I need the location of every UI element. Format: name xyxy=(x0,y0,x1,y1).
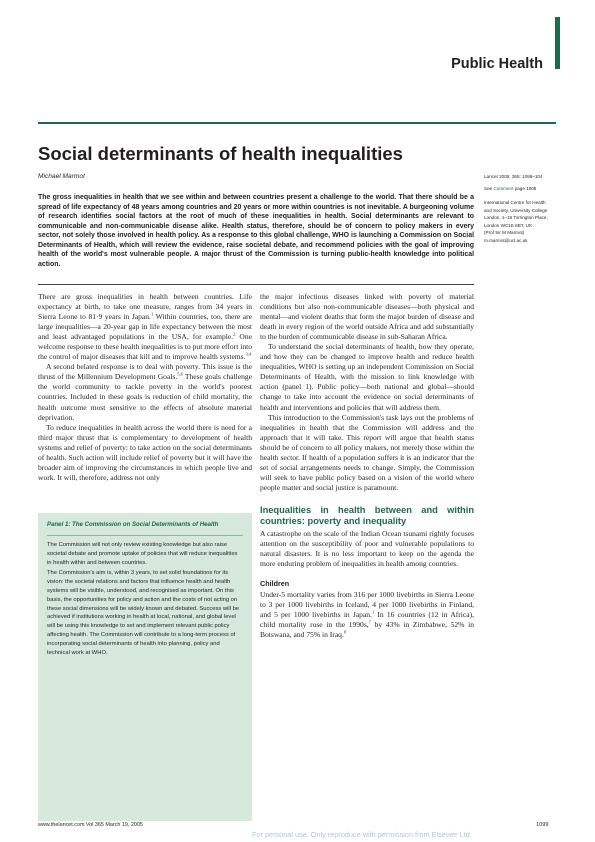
reference-marker: 7 xyxy=(368,619,371,625)
text-run: In 16 countries (12 in Africa), child mortality rose in the 1990s, xyxy=(260,610,474,630)
panel-paragraph: The Commission's aim is, within 3 years, to set solid foundations for its vision: the societal relations and factors that influence health and health systems will be visible, understood, and recognised as important. On this basis, the opportunities for policy and action and the costs of not acting on these social dimensions will be widely known and debated. Success will be achieved if institutions working in health at local, national, and global level will be using this knowledge to set and implement relevant public policy affecting health. The Commission will contribute to a long-term process of incorporating social determinants of health into planning, policy and technical work at WHO. xyxy=(47,570,240,656)
author-email[interactable]: m.marmot@ucl.ac.uk xyxy=(484,237,528,243)
section-color-bar xyxy=(555,17,560,69)
affiliation-line: (Prof Sir M Marmot) xyxy=(484,230,525,236)
reference-marker: 3,4 xyxy=(245,351,252,357)
see-suffix: page 1005 xyxy=(513,186,537,191)
panel-title: Panel 1: The Commission on Social Determinants of Health xyxy=(47,521,219,528)
text-run: Within countries, too, there are large inequalities—a 20-year gap in life expectancy between the most and least advantaged populations in the USA, for example. xyxy=(38,312,252,342)
text-run: A second belated response is to deal with poverty. This issue is the thrust of the Millennium Development Goals. xyxy=(38,362,252,382)
copyright-notice: For personal use. Only reproduce with permission from Elsevier Ltd xyxy=(252,830,470,839)
see-also xyxy=(484,185,564,193)
body-paragraph: This introduction to the Commission's task lays out the problems of inequalities in health that the Commission will address and the approach that it will take. This report will argue that health status should be of concern to all policy makers, not merely those within the health sector. If health of a population suffers it is an indicator that the set of social arrangements needs to change. Simply, the Commission will seek to have public policy based on a vision of the world where people matter and social justice is paramount. xyxy=(260,412,474,492)
body-column-right xyxy=(260,292,474,640)
subsection-heading: Children xyxy=(260,579,290,589)
affiliation-line: and Society, University College xyxy=(484,207,548,213)
text-run: These goals challenge the world community to tackle poverty in the world's poorest countries. Included in these goals is reduction of child mortality, the health outcome most sensitive to the effects of absolute material deprivation. xyxy=(38,372,253,422)
text-run: One welcome response to these health inequalities is to put more effort into the control of major diseases that kill and to improve health systems. xyxy=(38,332,252,362)
body-paragraph: A catastrophe on the scale of the Indian Ocean tsunami rightly focuses attention on the susceptibility of poor and vulnerable populations to natural disasters. It is no less important to keep on the agenda the more enduring problem of inequalities in health among countries. xyxy=(260,528,474,569)
page-number: 1099 xyxy=(536,822,549,828)
article-title: Social determinants of health inequalities xyxy=(38,143,403,164)
body-column-left xyxy=(38,292,252,483)
journal-footer: www.thelancet.com Vol 365 March 19, 2005 xyxy=(38,822,143,828)
comment-link[interactable]: Comment xyxy=(493,186,514,191)
header-rule xyxy=(38,122,556,124)
text-run: Under-5 mortality varies from 316 per 1000 livebirths in Sierra Leone to 3 per 1000 livebirths in Iceland, 4 per 1000 livebirths in Finland, and 5 per 1000 livebirths in Japan. xyxy=(260,590,474,620)
section-heading: Inequalities in health between and within countries: poverty and inequality xyxy=(260,504,474,527)
reference-marker: 8 xyxy=(343,629,347,635)
reference-marker: 1 xyxy=(150,311,154,317)
affiliation-line: International Centre for Health xyxy=(484,200,546,205)
body-paragraph xyxy=(38,292,252,362)
reference-marker: 5,6 xyxy=(177,371,183,377)
see-prefix: See xyxy=(484,186,494,191)
body-paragraph: To understand the social determinants of health, how they operate, and how they can be changed to improve health and reduce health inequalities, WHO is setting up an independent Commission on Social Determinants of Health, with the mission to link knowledge with action (panel 1). Public policy—both national and global—should change to take into account the evidence on social determinants of health and interventions and policies that will address them. xyxy=(260,342,474,412)
panel-rule xyxy=(47,535,243,536)
body-paragraph xyxy=(38,362,252,422)
text-run: by 43% in Zimbabwe, 52% in Botswana, and 75% in Iraq. xyxy=(260,620,474,640)
body-paragraph: the major infectious diseases linked with poverty of material conditions but also non-communicable diseases—both physical and mental—and violent deaths that form the major burden of disease and death in every region of the world outside Africa and add substantially to the burden of communicable disease in sub-Saharan Africa. xyxy=(260,292,474,342)
body-paragraph: To reduce inequalities in health across the world there is need for a third major thrust that is complementary to development of health systems and relief of poverty: to take action on the social determinants of health. Such action will include relief of poverty but it will have the broader aim of improving the circumstances in which people live and work. It will, therefore, address not only xyxy=(38,422,252,482)
reference-marker: 1 xyxy=(371,609,375,615)
panel-1 xyxy=(38,513,252,821)
panel-paragraph: The Commission will not only review existing knowledge but also raise societal debate and promote uptake of policies that will reduce inequalities in health within and between countries. xyxy=(47,542,238,566)
section-label: Public Health xyxy=(451,56,543,72)
reference-marker: 2 xyxy=(233,331,236,337)
affiliation-line: London WC1E 6BT, UK xyxy=(484,222,533,228)
citation: Lancet 2005; 365: 1099–104 xyxy=(484,174,543,179)
text-run: There are gross inequalities in health between countries. Life expectancy at birth, to take one measure, ranges from 34 years in Sierra Leone to 81·9 years in Japan. xyxy=(38,292,252,322)
article-author: Michael Marmot xyxy=(38,173,85,180)
panel-body xyxy=(47,541,243,659)
affiliation-line: London, 1–19 Torrington Place, xyxy=(484,215,548,221)
affiliation xyxy=(484,199,564,245)
article-abstract: The gross inequalities in health that we see within and between countries present a challenge to the world. That there should be a spread of life expectancy of 48 years among countries and 20 years or more within countries is not inevitable. A burgeoning volume of research identifies social factors at the root of much of these inequalities in health. Social determinants are relevant to communicable and non-communicable disease alike. Health status, therefore, should be of concern to policy makers in every sector, not solely those involved in health policy. As a response to this global challenge, WHO is launching a Commission on Social Determinants of Health, which will review the evidence, raise societal debate, and recommend policies with the goal of improving health of the world's most vulnerable people. A major thrust of the Commission is turning public-health knowledge into political action. xyxy=(38,194,474,268)
body-paragraph xyxy=(260,590,474,640)
abstract-rule xyxy=(38,284,474,285)
